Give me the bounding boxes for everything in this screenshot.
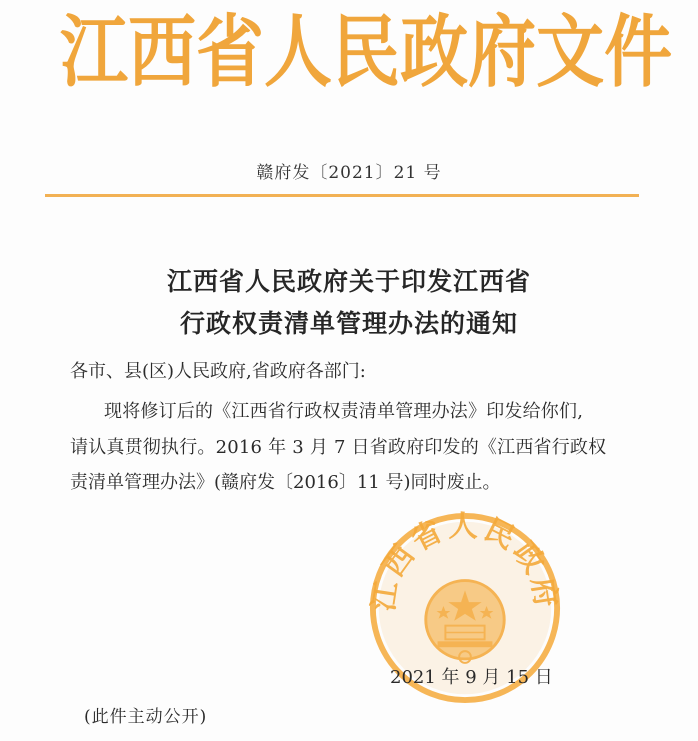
- seal-text: 江西省人民政府: [367, 510, 563, 614]
- masthead-char: 江: [60, 7, 129, 99]
- masthead-char: 省: [196, 7, 265, 99]
- masthead-char: 民: [332, 7, 401, 99]
- document-title-line-1: 江西省人民政府关于印发江西省: [166, 267, 531, 296]
- masthead-char: 府: [468, 7, 537, 99]
- issue-date: 2021 年 9 月 15 日: [390, 667, 553, 688]
- body-line-1: 现将修订后的《江西省行政权责清单管理办法》印发给你们,: [104, 401, 584, 422]
- salutation: 各市、县(区)人民政府,省政府各部门:: [70, 361, 366, 382]
- masthead-char: 西: [128, 7, 197, 99]
- masthead-char: 件: [604, 7, 673, 99]
- masthead-char: 文: [536, 7, 605, 99]
- masthead-char: 人: [264, 7, 333, 99]
- disclosure-note: (此件主动公开): [84, 707, 208, 727]
- document-number: 赣府发〔2021〕21 号: [256, 163, 442, 183]
- masthead-char: 政: [400, 7, 469, 99]
- body-line-3: 责清单管理办法》(赣府发〔2016〕11 号)同时废止。: [70, 472, 501, 493]
- body-line-2: 请认真贯彻执行。2016 年 3 月 7 日省政府印发的《江西省行政权: [70, 437, 607, 458]
- masthead-title: [60, 2, 673, 106]
- header-divider: [45, 194, 639, 197]
- document-title-line-2: 行政权责清单管理办法的通知: [179, 309, 518, 338]
